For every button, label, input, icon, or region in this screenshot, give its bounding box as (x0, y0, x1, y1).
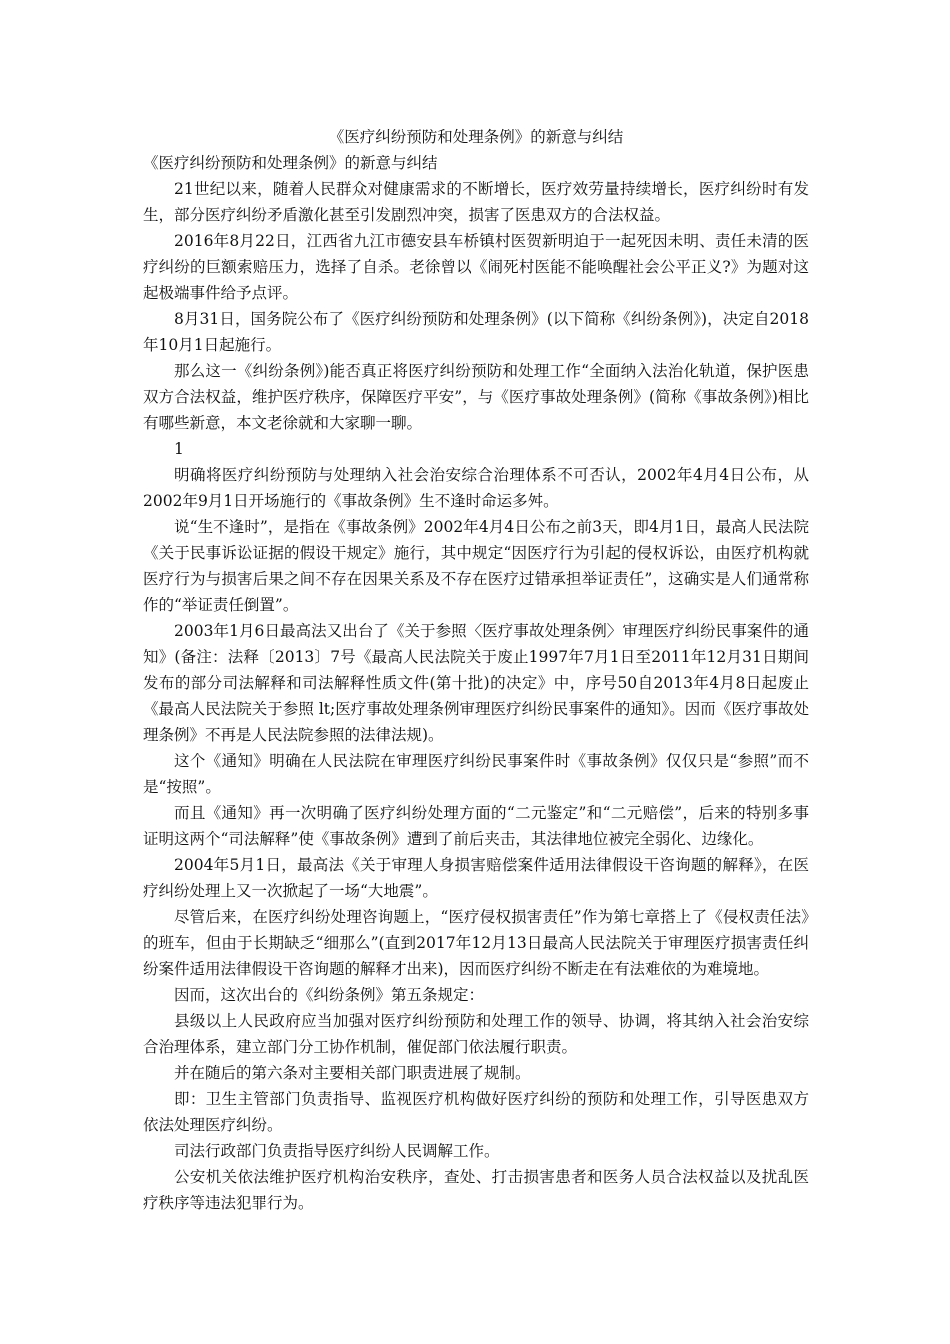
paragraph-announcement: 8月31日，国务院公布了《医疗纠纷预防和处理条例》(以下简称《纠纷条例》)，决定自2018年10月1日起施行。 (143, 310, 809, 354)
paragraph-tort-law: 尽管后来，在医疗纠纷处理咨询题上，“医疗侵权损害责任”作为第七章搭上了《侵权责任法》的班车，但由于长期缺乏“细那么”(直到2017年12月13日最高人民法院关于审理医疗损害责任纠纷案件适用法律假设干咨询题的解释才出来)，因而医疗纠纷不断走在有法难依的为难境地。 (143, 908, 809, 978)
paragraph-article-6-intro: 并在随后的第六条对主要相关部门职责进展了规制。 (174, 1064, 531, 1082)
paragraph-dual-system: 而且《通知》再一次明确了医疗纠纷处理方面的“二元鉴定”和“二元赔偿”，后来的特别多事证明这两个“司法解释”使《事故条例》遭到了前后夹击，其法律地位被完全弱化、边缘化。 (143, 804, 809, 848)
paragraph-intro: 21世纪以来，随着人民群众对健康需求的不断增长，医疗效劳量持续增长，医疗纠纷时有发生，部分医疗纠纷矛盾激化甚至引发剧烈冲突，损害了医患双方的合法权益。 (143, 180, 809, 224)
section-number: 1 (174, 440, 184, 458)
paragraph-reference: 这个《通知》明确在人民法院在审理医疗纠纷民事案件时《事故条例》仅仅只是“参照”而不是“按照”。 (143, 752, 809, 796)
paragraph-justice-dept: 司法行政部门负责指导医疗纠纷人民调解工作。 (174, 1142, 500, 1160)
document-title: 《医疗纠纷预防和处理条例》的新意与纠结 (328, 128, 624, 146)
paragraph-health-dept: 即：卫生主管部门负责指导、监视医疗机构做好医疗纠纷的预防和处理工作，引导医患双方依法处理医疗纠纷。 (143, 1090, 809, 1134)
document-subtitle: 《医疗纠纷预防和处理条例》的新意与纠结 (143, 154, 438, 172)
paragraph-section-1: 明确将医疗纠纷预防与处理纳入社会治安综合治理体系不可否认，2002年4月4日公布，从2002年9月1日开场施行的《事故条例》生不逢时命运多舛。 (143, 466, 809, 510)
paragraph-burden-of-proof: 说“生不逢时”，是指在《事故条例》2002年4月4日公布之前3天，即4月1日，最高人民法院《关于民事诉讼证据的假设干规定》施行，其中规定“因医疗行为引起的侵权诉讼，由医疗机构就医疗行为与损害后果之间不存在因果关系及不存在医疗过错承担举证责任”，这确实是人们通常称作的“举证责任倒置”。 (143, 518, 809, 614)
paragraph-event: 2016年8月22日，江西省九江市德安县车桥镇村医贺新明迫于一起死因未明、责任未清的医疗纠纷的巨额索赔压力，选择了自杀。老徐曾以《闹死村医能不能唤醒社会公平正义?》为题对这起极端事件给予点评。 (143, 232, 809, 302)
paragraph-article-5-intro: 因而，这次出台的《纠纷条例》第五条规定： (174, 986, 485, 1004)
paragraph-question: 那么这一《纠纷条例》)能否真正将医疗纠纷预防和处理工作“全面纳入法治化轨道，保护医患双方合法权益，维护医疗秩序，保障医疗平安”，与《医疗事故处理条例》(简称《事故条例》)相比有哪些新意，本文老徐就和大家聊一聊。 (143, 362, 809, 432)
paragraph-notice: 2003年1月6日最高法又出台了《关于参照〈医疗事故处理条例〉审理医疗纠纷民事案件的通知》(备注：法释〔2013〕7号《最高人民法院关于废止1997年7月1日至2011年12月31日期间发布的部分司法解释和司法解释性质文件(第十批)的决定》中，序号50自2013年4月8日起废止《最高人民法院关于参照 lt;医疗事故处理条例审理医疗纠纷民事案件的通知》。因而《医疗事故处理条例》不再是人民法院参照的法律法规)。 (143, 622, 809, 744)
paragraph-police: 公安机关依法维护医疗机构治安秩序，查处、打击损害患者和医务人员合法权益以及扰乱医疗秩序等违法犯罪行为。 (143, 1168, 809, 1212)
paragraph-article-5: 县级以上人民政府应当加强对医疗纠纷预防和处理工作的领导、协调，将其纳入社会治安综合治理体系，建立部门分工协作机制，催促部门依法履行职责。 (143, 1012, 809, 1056)
paragraph-2004: 2004年5月1日，最高法《关于审理人身损害赔偿案件适用法律假设干咨询题的解释》，在医疗纠纷处理上又一次掀起了一场“大地震”。 (143, 856, 809, 900)
document-page (143, 124, 809, 1216)
